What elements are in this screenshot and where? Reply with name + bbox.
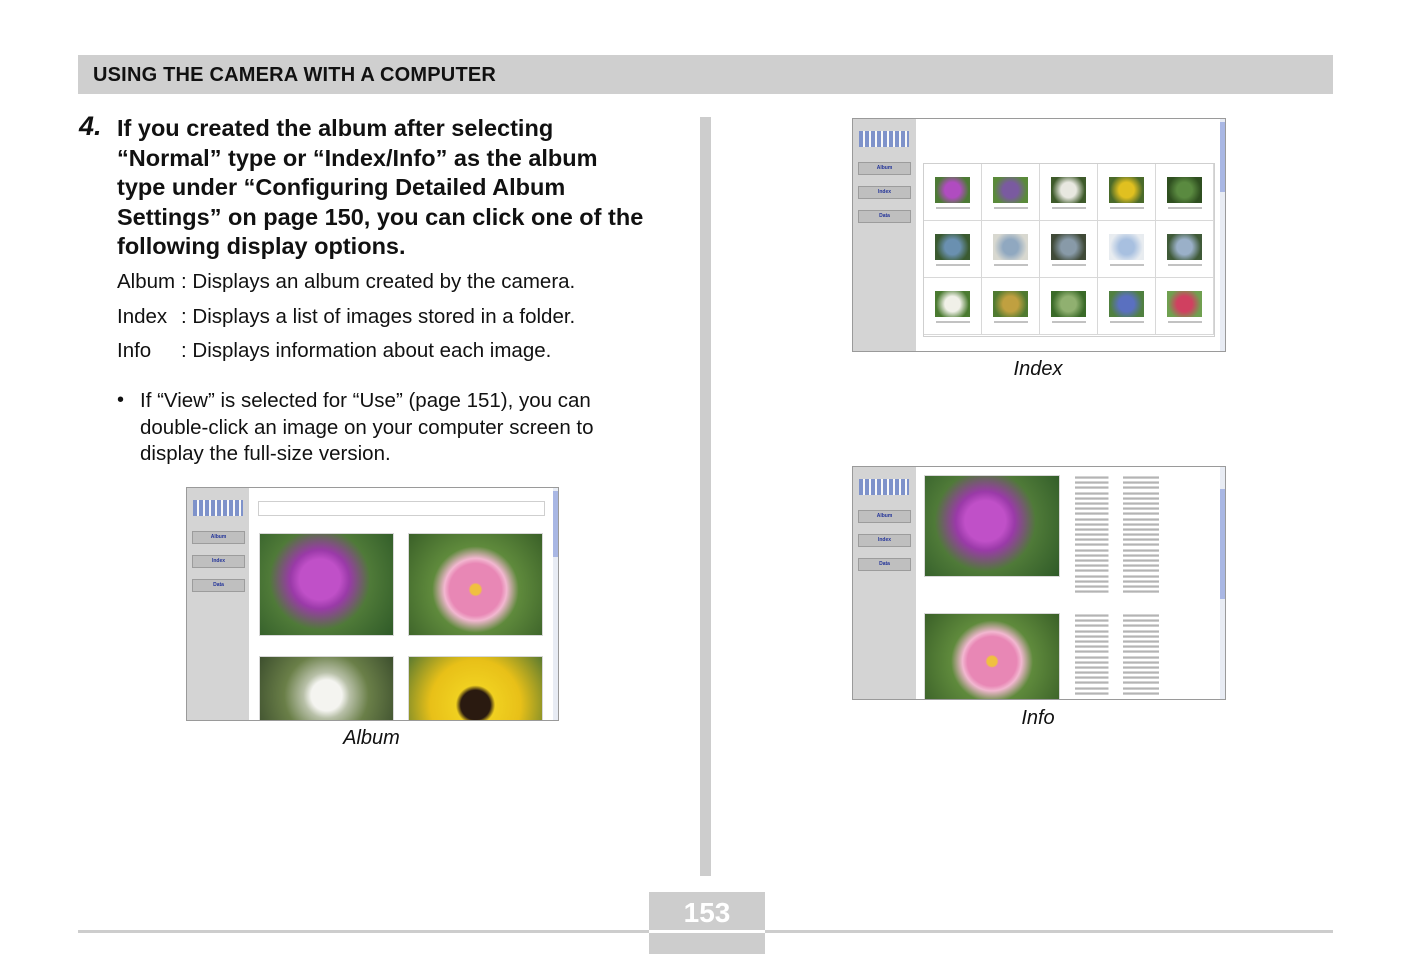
page-number-box [649,892,765,954]
nav-index-button[interactable]: Index [858,186,911,199]
index-caption: Index [1013,358,1063,380]
album-sidebar [187,488,249,720]
index-thumbnail-label [1052,207,1086,209]
info-photo-2[interactable] [924,613,1060,700]
nav-index-button[interactable]: Index [192,555,245,568]
album-scrollbar[interactable] [553,488,558,720]
nav-album-button[interactable]: Album [858,162,911,175]
index-thumbnail-image [935,177,970,203]
index-thumbnail[interactable] [1156,278,1214,335]
index-thumbnail-image [1051,234,1086,260]
nav-info-button[interactable]: Data [858,558,911,571]
index-thumbnail-image [1167,177,1202,203]
bullet-symbol: • [117,389,125,411]
index-thumbnail[interactable] [1040,164,1098,221]
index-thumbnail-image [993,234,1028,260]
index-thumbnail-label [936,264,970,266]
index-thumbnail-image [993,177,1028,203]
album-screenshot [186,487,559,721]
index-thumbnail-label [1110,207,1144,209]
photo-verbena[interactable] [259,533,394,636]
option-description: : Displays an album created by the camera. [181,270,576,293]
index-thumbnail-image [1109,234,1144,260]
index-thumbnail-label [1168,264,1202,266]
album-logo [193,500,243,516]
index-thumbnail[interactable] [1156,221,1214,278]
option-description: : Displays information about each image. [181,339,552,362]
column-divider [700,117,711,876]
index-thumbnail-label [936,321,970,323]
index-thumbnail[interactable] [924,221,982,278]
index-screenshot [852,118,1226,352]
index-thumbnail-label [1052,264,1086,266]
index-thumbnail-image [1109,291,1144,317]
option-label: Album [117,270,176,293]
index-thumbnail-label [994,321,1028,323]
photo-sunflower[interactable] [408,656,543,721]
index-thumbnail-label [994,264,1028,266]
info-photo-1[interactable] [924,475,1060,577]
index-thumbnail[interactable] [1098,278,1156,335]
album-caption: Album [343,727,400,749]
index-thumbnail[interactable] [1098,221,1156,278]
index-logo [859,131,909,147]
nav-info-button[interactable]: Data [192,579,245,592]
nav-album-button[interactable]: Album [858,510,911,523]
index-scrollbar[interactable] [1220,119,1225,351]
index-thumbnail[interactable] [1156,164,1214,221]
index-thumbnail-label [1110,321,1144,323]
photo-daisy[interactable] [408,533,543,636]
section-header [78,55,1333,94]
index-thumbnail-image [935,234,970,260]
index-thumbnail-label [994,207,1028,209]
option-label: Index [117,305,168,328]
index-thumbnail-image [1051,291,1086,317]
info-scrollbar[interactable] [1220,467,1225,699]
option-label: Info [117,339,152,362]
index-thumbnail-image [1167,234,1202,260]
index-sidebar [853,119,916,351]
info-exif-table-2 [1075,613,1195,696]
page-number-split [649,930,765,933]
step-instruction: If you created the album after selecting “Normal” type or “Index/Info” as the album type under “Configuring Detailed Album Settings” on page 150, you can click one of the following display options. [117,115,644,259]
index-thumbnail-image [1109,177,1144,203]
option-description: : Displays a list of images stored in a folder. [181,305,576,328]
index-thumbnail[interactable] [982,278,1040,335]
index-thumbnail[interactable] [1040,278,1098,335]
info-logo [859,479,909,495]
index-thumbnail-label [1110,264,1144,266]
bullet-note: If “View” is selected for “Use” (page 151), you can double-click an image on your computer screen to display the full-size version. [140,389,594,465]
index-thumbnail-image [1167,291,1202,317]
album-title-box [258,501,545,516]
index-thumbnail-image [1051,177,1086,203]
info-exif-table-1 [1075,475,1195,594]
index-thumbnail-label [936,207,970,209]
step-number: 4. [79,111,102,141]
index-thumbnail-label [1168,207,1202,209]
info-caption: Info [1021,707,1055,729]
index-thumbnail[interactable] [982,221,1040,278]
photo-lily[interactable] [259,656,394,721]
index-thumbnail[interactable] [1098,164,1156,221]
index-thumbnail[interactable] [1040,221,1098,278]
index-thumbnail-image [993,291,1028,317]
index-thumbnail-label [1168,321,1202,323]
index-thumbnail[interactable] [982,164,1040,221]
nav-album-button[interactable]: Album [192,531,245,544]
info-sidebar [853,467,916,699]
index-thumbnail[interactable] [924,278,982,335]
section-title: USING THE CAMERA WITH A COMPUTER [93,64,497,86]
index-thumbnail[interactable] [924,164,982,221]
index-thumbnail-grid [923,163,1215,337]
info-screenshot [852,466,1226,700]
nav-index-button[interactable]: Index [858,534,911,547]
page-number: 153 [683,897,731,928]
index-thumbnail-label [1052,321,1086,323]
index-thumbnail-image [935,291,970,317]
nav-info-button[interactable]: Data [858,210,911,223]
